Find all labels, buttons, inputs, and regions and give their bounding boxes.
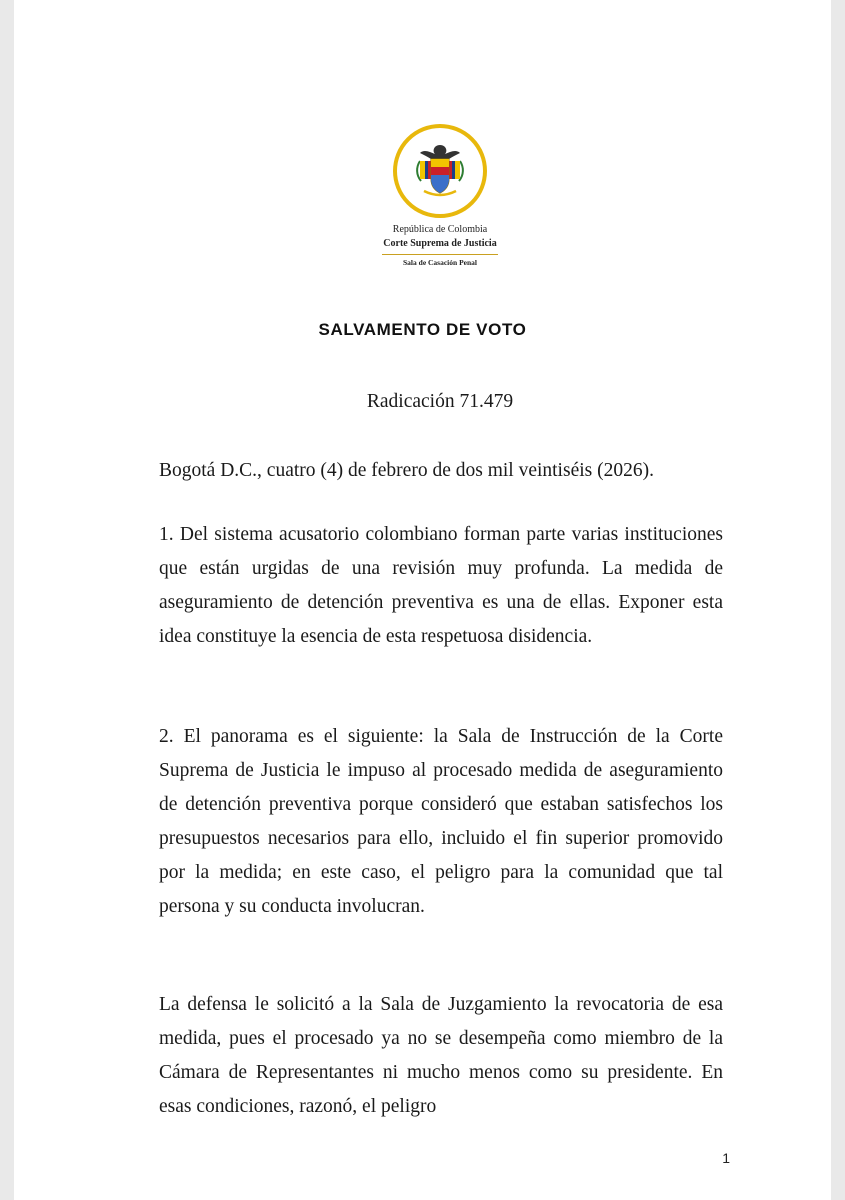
header-court: Corte Suprema de Justicia bbox=[383, 238, 497, 249]
header-country: República de Colombia bbox=[392, 224, 488, 235]
header-chamber: Sala de Casación Penal bbox=[403, 258, 477, 267]
case-number: Radicación 71.479 bbox=[366, 391, 514, 412]
header-divider bbox=[382, 254, 498, 255]
paragraph-2: 2. El panorama es el siguiente: la Sala de Instrucción de la Corte Suprema de Justicia le impuso al procesado medida de aseguramiento de detención preventiva porque consideró que estaban satisfechos los presupuestos necesarios para ello, incluido el fin superior promovido por la medida; en este caso, el peligro para la comunidad que tal persona y su conducta involucran. bbox=[159, 726, 723, 917]
document-title: SALVAMENTO DE VOTO bbox=[318, 320, 527, 339]
paragraph-1: 1. Del sistema acusatorio colombiano forman parte varias instituciones que están urgidas de una revisión muy profunda. La medida de aseguramiento de detención preventiva es una de ellas. Exponer esta idea constituye la esencia de esta respetuosa disidencia. bbox=[159, 524, 723, 647]
paragraph-3: La defensa le solicitó a la Sala de Juzgamiento la revocatoria de esa medida, pues el procesado ya no se desempeña como miembro de la Cámara de Representantes ni mucho menos como su presidente. En esas condiciones, razonó, el peligro bbox=[159, 994, 723, 1117]
coat-of-arms-seal bbox=[390, 121, 490, 221]
date-line: Bogotá D.C., cuatro (4) de febrero de dos mil veintiséis (2026). bbox=[159, 460, 654, 481]
page-number: 1 bbox=[722, 1150, 730, 1166]
